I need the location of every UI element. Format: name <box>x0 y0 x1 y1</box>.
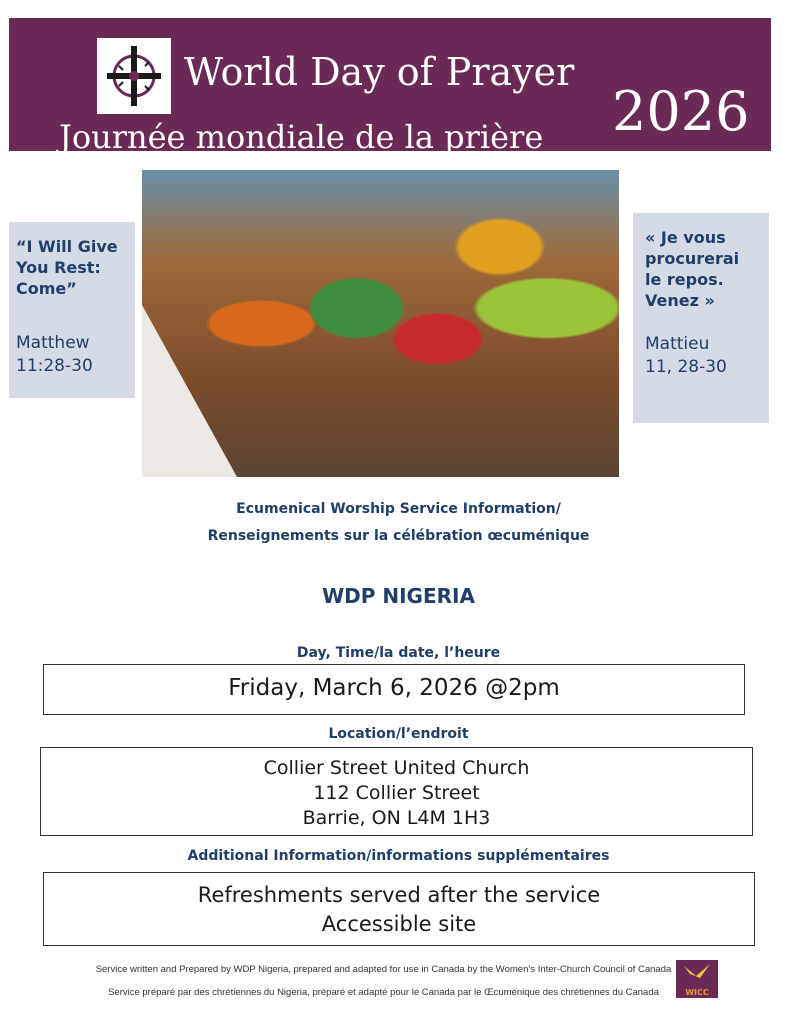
title-french: Journée mondiale de la prière <box>59 118 544 156</box>
scripture-ref-english: Matthew 11:28-30 <box>16 333 93 376</box>
quote-box-english <box>9 222 135 398</box>
wicc-logo-text: WICC <box>685 988 709 997</box>
footer-french: Service préparé par des chrétiennes du Nigeria, préparé et adapté pour le Canada par le Œcuménique des chrétiennes du Canada <box>108 987 659 998</box>
date-value: Friday, March 6, 2026 @2pm <box>228 675 560 701</box>
cross-globe-icon <box>97 38 171 114</box>
location-line-1: Collier Street United Church <box>263 757 530 779</box>
header-banner <box>9 18 771 156</box>
service-name: WDP NIGERIA <box>322 584 475 608</box>
quote-text-french: « Je vous procurerai le repos. Venez » <box>645 228 740 310</box>
dancers-photo <box>142 170 619 477</box>
date-label: Day, Time/la date, l’heure <box>296 645 501 661</box>
location-box <box>40 747 753 836</box>
logo <box>97 38 171 114</box>
year: 2026 <box>612 80 750 143</box>
title-english: World Day of Prayer <box>184 50 575 94</box>
location-line-3: Barrie, ON L4M 1H3 <box>302 807 491 829</box>
additional-line-2: Accessible site <box>321 912 477 936</box>
wicc-logo <box>676 960 718 998</box>
quote-box-french <box>633 213 769 423</box>
scripture-ref-french: Mattieu 11, 28-30 <box>645 334 727 377</box>
quote-text-english: “I Will Give You Rest: Come” <box>16 237 118 298</box>
additional-box <box>43 872 755 946</box>
service-heading-english: Ecumenical Worship Service Information/ <box>236 501 561 517</box>
photo-flag <box>142 305 237 477</box>
additional-label: Additional Information/informations supplémentaires <box>187 848 610 864</box>
location-label: Location/l’endroit <box>328 726 469 742</box>
additional-line-1: Refreshments served after the service <box>197 883 601 907</box>
footer-english: Service written and Prepared by WDP Nigeria, prepared and adapted for use in Canada by the Women’s Inter-Church Council of Canada <box>95 964 672 975</box>
location-line-2: 112 Collier Street <box>313 782 480 804</box>
dove-icon <box>676 960 718 988</box>
service-heading-french: Renseignements sur la célébration œcuménique <box>207 528 590 544</box>
date-box <box>43 664 745 715</box>
